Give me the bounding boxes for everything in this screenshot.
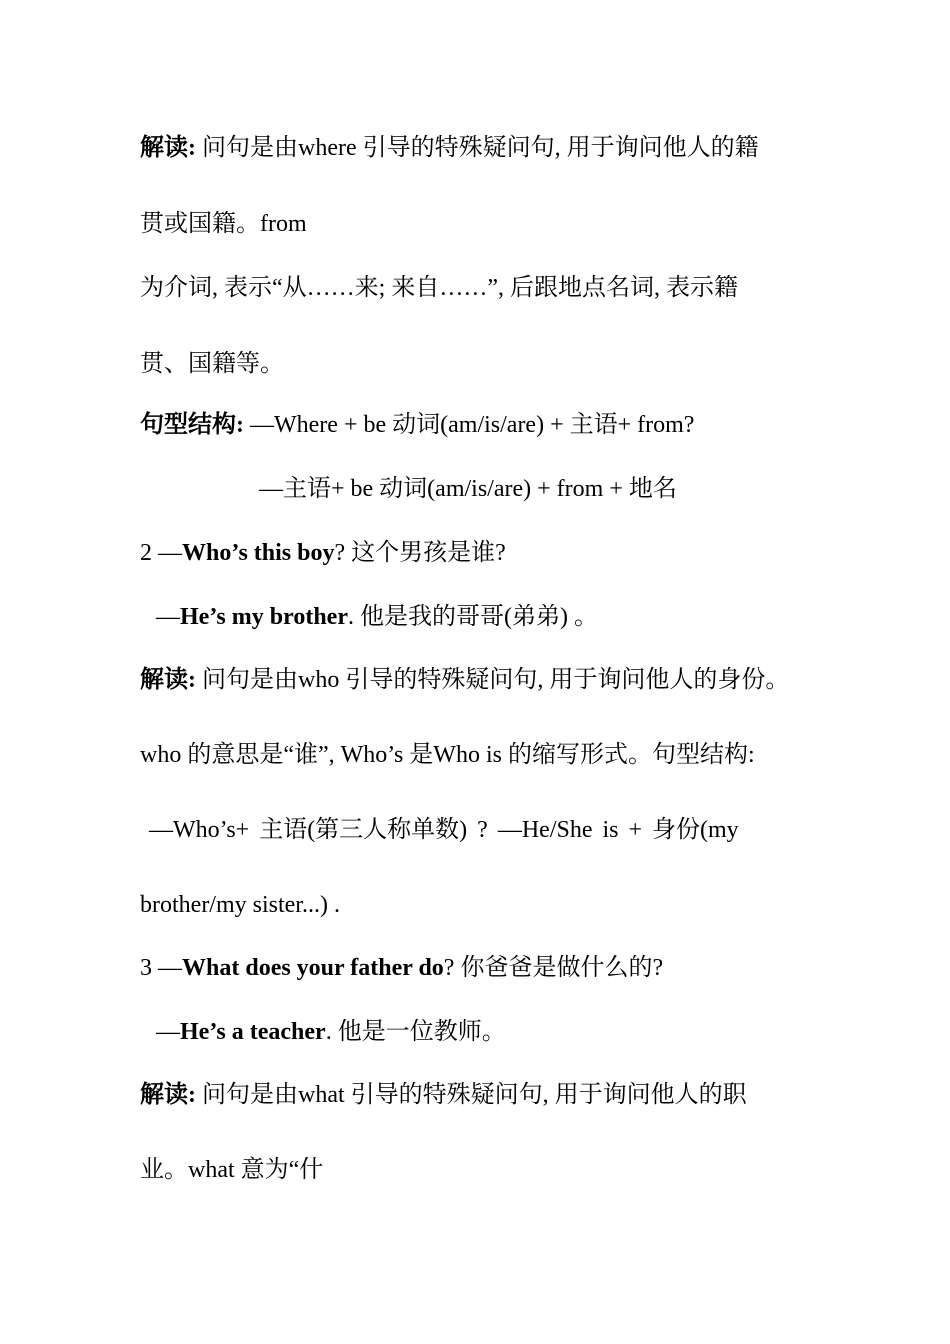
- p3-line-1: 解读: 问句是由what 引导的特殊疑问句, 用于询问他人的职: [140, 1082, 747, 1108]
- p3-line-2: 业。what 意为“什: [140, 1157, 324, 1183]
- p1-line-3: 为介词, 表示“从……来; 来自……”, 后跟地点名词, 表示籍: [140, 275, 738, 301]
- ex2-question: 2 —Who’s this boy? 这个男孩是谁?: [140, 540, 506, 566]
- p1-line-4: 贯、国籍等。: [140, 351, 284, 377]
- p1-label: 解读:: [140, 135, 196, 161]
- p1-line-1: 解读: 问句是由where 引导的特殊疑问句, 用于询问他人的籍: [140, 135, 759, 161]
- ex3-answer: —He’s a teacher. 他是一位教师。: [156, 1019, 506, 1045]
- ex3-question: 3 —What does your father do? 你爸爸是做什么的?: [140, 955, 664, 981]
- structure-answer: —主语+ be 动词(am/is/are) + from + 地名: [259, 476, 677, 502]
- p2-line-2: who 的意思是“谁”, Who’s 是Who is 的缩写形式。句型结构:: [140, 742, 755, 768]
- p2-label: 解读:: [140, 667, 196, 693]
- p1-line-2: 贯或国籍。from: [140, 211, 307, 237]
- p2-line-4: brother/my sister...) .: [140, 892, 340, 918]
- structure-question: 句型结构: —Where + be 动词(am/is/are) + 主语+ from?: [140, 412, 695, 438]
- p2-line-1: 解读: 问句是由who 引导的特殊疑问句, 用于询问他人的身份。: [140, 667, 790, 693]
- ex2-answer: —He’s my brother. 他是我的哥哥(弟弟) 。: [156, 604, 598, 630]
- p3-label: 解读:: [140, 1082, 196, 1108]
- structure-label: 句型结构:: [140, 412, 244, 438]
- p2-line-3: —Who’s+ 主语(第三人称单数) ? —He/She is + 身份(my: [149, 817, 739, 843]
